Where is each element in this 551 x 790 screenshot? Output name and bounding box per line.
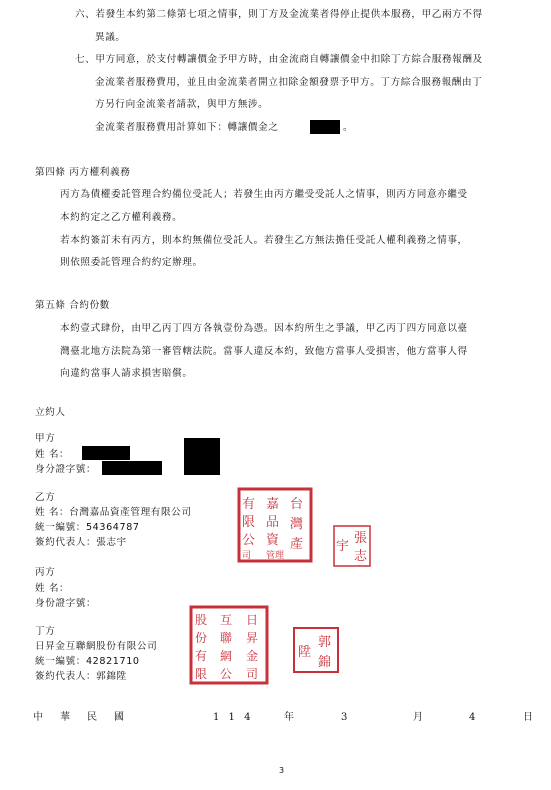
page-number: 3 [279, 766, 285, 775]
party-b-company-seal [236, 486, 314, 564]
article-4-p1-line-1: 丙方為債權委託管理合約備位受託人；若發生由丙方繼受受託人之情事，則丙方同意亦繼受 [60, 189, 468, 200]
date-era-char-2: 華 [60, 712, 70, 723]
party-d-label: 丁方 [35, 626, 56, 637]
party-c-label: 丙方 [35, 567, 56, 578]
party-d-tax-id: 統一編號：42821710 [35, 656, 140, 667]
date-year-value: 1 1 4 [213, 712, 254, 723]
svg-text:昇: 昇 [246, 631, 259, 645]
fee-calculation-suffix: 。 [343, 122, 354, 133]
svg-text:份: 份 [195, 631, 208, 645]
date-era-char-1: 中 [33, 712, 43, 723]
article-5-heading: 第五條 合約份數 [35, 300, 111, 311]
clause-6-line-2: 異議。 [95, 32, 126, 43]
redaction-party-a-name [82, 446, 130, 460]
svg-text:股: 股 [195, 613, 208, 627]
party-a-id-label: 身分證字號： [35, 464, 97, 475]
svg-text:錦: 錦 [318, 655, 332, 670]
svg-text:台: 台 [290, 497, 304, 512]
date-year-unit: 年 [284, 712, 294, 723]
svg-text:嘉: 嘉 [266, 497, 280, 512]
svg-text:管理: 管理 [266, 551, 285, 561]
fee-calculation-text: 金流業者服務費用計算如下：轉讓價金之 [95, 122, 279, 133]
party-b-name: 姓 名：台灣嘉品資產管理有限公司 [35, 507, 192, 518]
svg-text:金: 金 [246, 649, 259, 663]
svg-text:資: 資 [266, 533, 280, 548]
clause-7-line-3: 方另行向金流業者請款，與甲方無涉。 [95, 99, 269, 110]
party-a-label: 甲方 [35, 433, 56, 444]
article-4-p1-line-2: 本約約定之乙方權利義務。 [60, 212, 183, 223]
svg-text:陞: 陞 [298, 645, 312, 660]
party-a-name-label: 姓 名： [35, 449, 70, 460]
party-c-name-label: 姓 名： [35, 583, 70, 594]
party-d-representative: 簽約代表人：郭錦陞 [35, 671, 127, 682]
party-b-representative: 簽約代表人：張志宇 [35, 537, 127, 548]
svg-text:宇: 宇 [336, 539, 350, 554]
party-b-label: 乙方 [35, 492, 56, 503]
party-b-tax-id: 統一編號：54364787 [35, 522, 140, 533]
redaction-fee-rate [310, 120, 340, 134]
clause-7-line-1: 七、甲方同意，於支付轉讓價金予甲方時，由金流商自轉讓價金中扣除丁方綜合服務報酬及 [75, 54, 483, 65]
party-d-company-seal [188, 604, 270, 686]
svg-text:聯: 聯 [220, 631, 233, 645]
article-4-heading: 第四條 丙方權利義務 [35, 167, 131, 178]
svg-text:有: 有 [242, 497, 256, 512]
svg-text:限: 限 [195, 667, 208, 681]
party-d-representative-seal [292, 626, 340, 674]
party-c-id-label: 身份證字號： [35, 598, 97, 609]
date-era-char-4: 國 [114, 712, 124, 723]
svg-text:司: 司 [242, 551, 252, 561]
svg-text:品: 品 [266, 515, 280, 530]
svg-text:公: 公 [242, 533, 256, 548]
article-4-p2-line-1: 若本約簽訂未有丙方，則本約無備位受託人。若發生乙方無法擔任受託人權利義務之情事， [60, 235, 468, 246]
article-5-p1-line-2: 灣臺北地方法院為第一審管轄法院。當事人違反本約，致他方當事人受損害，他方當事人得 [60, 346, 468, 357]
article-5-p1-line-1: 本約壹式肆份，由甲乙丙丁四方各執壹份為憑。因本約所生之爭議，甲乙丙丁四方同意以臺 [60, 323, 468, 334]
svg-text:公: 公 [220, 667, 233, 681]
article-4-p2-line-2: 則依照委託管理合約約定辦理。 [60, 257, 203, 268]
date-day-unit: 日 [523, 712, 533, 723]
svg-text:司: 司 [246, 667, 259, 681]
svg-text:張: 張 [354, 531, 368, 546]
svg-text:志: 志 [354, 549, 368, 564]
svg-text:產: 產 [290, 537, 304, 552]
svg-text:互: 互 [220, 613, 233, 627]
date-day-value: 4 [469, 712, 476, 723]
svg-text:網: 網 [220, 649, 233, 663]
party-d-company: 日昇金互聯網股份有限公司 [35, 641, 158, 652]
party-b-representative-seal [332, 524, 372, 568]
svg-text:郭: 郭 [318, 635, 332, 650]
article-5-p1-line-3: 向違約當事人請求損害賠償。 [60, 368, 193, 379]
redaction-party-a-seal [184, 438, 220, 475]
clause-7-line-2: 金流業者服務費用，並且由金流業者開立扣除金額發票予甲方。丁方綜合服務報酬由丁 [95, 77, 483, 88]
signatories-heading: 立約人 [35, 407, 66, 418]
svg-text:限: 限 [242, 515, 256, 530]
redaction-party-a-id [102, 461, 162, 475]
svg-text:日: 日 [246, 613, 259, 627]
svg-text:灣: 灣 [290, 517, 304, 532]
date-month-unit: 月 [413, 712, 423, 723]
date-era-char-3: 民 [87, 712, 97, 723]
svg-text:有: 有 [195, 649, 208, 663]
date-month-value: 3 [341, 712, 348, 723]
clause-6-line-1: 六、若發生本約第二條第七項之情事，則丁方及金流業者得停止提供本服務，甲乙兩方不得 [75, 9, 483, 20]
